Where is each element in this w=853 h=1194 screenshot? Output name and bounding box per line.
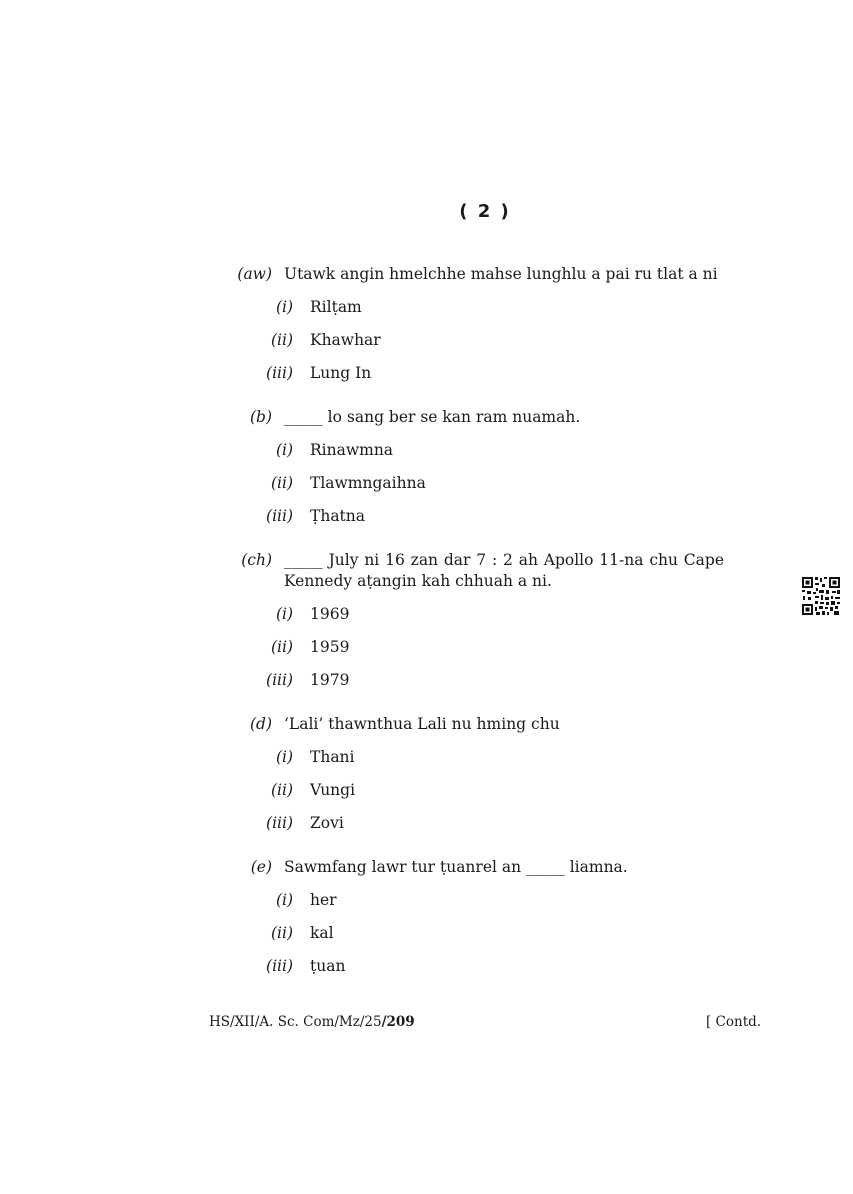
option-label: (i) bbox=[275, 441, 293, 459]
option bbox=[232, 890, 724, 923]
question-label: (aw) bbox=[237, 265, 272, 283]
question-text: ‘Lali’ thawnthua Lali nu hming chu bbox=[284, 715, 560, 733]
option-label: (iii) bbox=[266, 671, 293, 689]
question-list bbox=[232, 264, 724, 1000]
option-label: (iii) bbox=[266, 814, 293, 832]
option-label: (i) bbox=[275, 298, 293, 316]
option-text: her bbox=[310, 891, 337, 909]
option-label: (ii) bbox=[270, 331, 293, 349]
option-label: (ii) bbox=[270, 474, 293, 492]
option-text: Rilṭam bbox=[310, 298, 362, 316]
option-label: (i) bbox=[275, 748, 293, 766]
question bbox=[232, 550, 724, 703]
option-text: 1969 bbox=[310, 605, 350, 623]
option-label: (iii) bbox=[266, 364, 293, 382]
question bbox=[232, 857, 724, 989]
option bbox=[232, 780, 724, 813]
option-text: Zovi bbox=[310, 814, 344, 832]
option bbox=[232, 473, 724, 506]
question-text: _____ lo sang ber se kan ram nuamah. bbox=[284, 408, 581, 426]
option bbox=[232, 604, 724, 637]
option bbox=[232, 923, 724, 956]
footer-code-suffix: /209 bbox=[381, 1014, 415, 1030]
option-text: Khawhar bbox=[310, 331, 381, 349]
option-text: 1959 bbox=[310, 638, 350, 656]
question bbox=[232, 714, 724, 846]
option-label: (iii) bbox=[266, 507, 293, 525]
option-label: (iii) bbox=[266, 957, 293, 975]
question bbox=[232, 407, 724, 539]
page-number: ( 2 ) bbox=[459, 201, 511, 222]
option-label: (ii) bbox=[270, 638, 293, 656]
question-label: (ch) bbox=[241, 551, 272, 569]
option-label: (ii) bbox=[270, 924, 293, 942]
option bbox=[232, 506, 724, 539]
footer-code bbox=[209, 1014, 415, 1030]
option-text: Rinawmna bbox=[310, 441, 394, 459]
question-label: (b) bbox=[249, 408, 272, 426]
question-text: _____ July ni 16 zan dar 7 : 2 ah Apollo 11-na chu Cape Kennedy aṭangin kah chhuah a ni. bbox=[284, 551, 724, 590]
question bbox=[232, 264, 724, 396]
option bbox=[232, 747, 724, 780]
question-label: (d) bbox=[249, 715, 272, 733]
option bbox=[232, 363, 724, 396]
option-label: (i) bbox=[275, 891, 293, 909]
footer-contd: [ Contd. bbox=[706, 1014, 762, 1030]
question-text: Utawk angin hmelchhe mahse lunghlu a pai ru tlat a ni bbox=[284, 265, 718, 283]
option bbox=[232, 297, 724, 330]
option-text: Thani bbox=[310, 748, 355, 766]
question-text: Sawmfang lawr tur ṭuanrel an _____ liamna. bbox=[284, 858, 628, 876]
option bbox=[232, 330, 724, 363]
option-text: Ṭhatna bbox=[310, 507, 366, 525]
option-label: (i) bbox=[275, 605, 293, 623]
option-text: ṭuan bbox=[310, 957, 346, 975]
option bbox=[232, 813, 724, 846]
question-label: (e) bbox=[250, 858, 272, 876]
qr-code-icon bbox=[801, 576, 841, 616]
option-text: Lung In bbox=[310, 364, 372, 382]
option bbox=[232, 670, 724, 703]
option bbox=[232, 440, 724, 473]
option-label: (ii) bbox=[270, 781, 293, 799]
option-text: Vungi bbox=[310, 781, 356, 799]
option-text: 1979 bbox=[310, 671, 350, 689]
footer-code-prefix: HS/XII/A. Sc. Com/Mz/25 bbox=[209, 1014, 382, 1030]
option bbox=[232, 637, 724, 670]
option-text: kal bbox=[310, 924, 334, 942]
option-text: Tlawmngaihna bbox=[310, 474, 426, 492]
option bbox=[232, 956, 724, 989]
